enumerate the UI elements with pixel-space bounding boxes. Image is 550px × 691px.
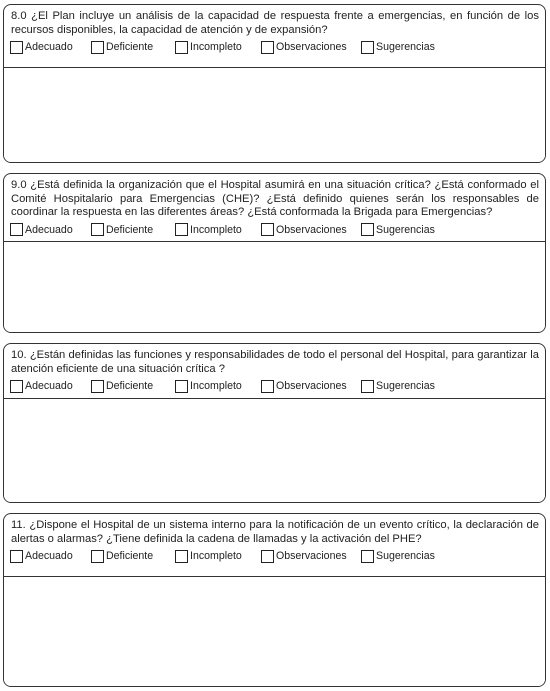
answer-area[interactable]	[4, 576, 545, 686]
question-9-text: 9.0 ¿Está definida la organización que el Hospital asumirá en una situación crítica? ¿Está conformado el Comité Hospitalario para Emergencias (CHE)? ¿Está definido quienes serán los responsables de coordinar la respuesta en las diferentes áreas? ¿Está conformada la Brigada para Emergencias?	[11, 179, 539, 218]
option-observaciones[interactable]	[261, 223, 361, 236]
checkbox[interactable]	[10, 380, 23, 393]
option-sugerencias[interactable]	[361, 223, 435, 236]
option-observaciones[interactable]	[261, 380, 361, 393]
checkbox[interactable]	[91, 223, 104, 236]
checkbox[interactable]	[91, 380, 104, 393]
option-adecuado[interactable]	[10, 41, 91, 54]
option-deficiente[interactable]	[91, 380, 175, 393]
checkbox[interactable]	[261, 380, 274, 393]
rating-options	[4, 39, 545, 55]
option-label: Adecuado	[25, 550, 73, 562]
question-10-text: 10. ¿Están definidas las funciones y responsabilidades de todo el personal del Hospital, para garantizar la atención eficiente de una situación crítica ?	[11, 349, 539, 375]
option-label: Sugerencias	[376, 380, 435, 392]
option-label: Sugerencias	[376, 550, 435, 562]
option-label: Adecuado	[25, 41, 73, 53]
question-card-11	[3, 513, 546, 687]
option-label: Sugerencias	[376, 41, 435, 53]
checkbox[interactable]	[10, 550, 23, 563]
checkbox[interactable]	[261, 550, 274, 563]
checkbox[interactable]	[175, 41, 188, 54]
answer-area[interactable]	[4, 398, 545, 502]
question-card-10	[3, 343, 546, 503]
option-observaciones[interactable]	[261, 41, 361, 54]
checkbox[interactable]	[361, 223, 374, 236]
option-incompleto[interactable]	[175, 380, 261, 393]
checkbox[interactable]	[361, 41, 374, 54]
option-label: Incompleto	[190, 550, 242, 562]
option-label: Incompleto	[190, 223, 242, 236]
checkbox[interactable]	[175, 223, 188, 236]
option-deficiente[interactable]	[91, 41, 175, 54]
option-adecuado[interactable]	[10, 550, 91, 563]
rating-options	[4, 222, 545, 238]
checkbox[interactable]	[261, 223, 274, 236]
option-label: Deficiente	[106, 223, 154, 236]
question-11-text: 11. ¿Dispone el Hospital de un sistema interno para la notificación de un evento crítico, la declaración de alertas o alarmas? ¿Tiene definida la cadena de llamadas y la activación del PHE?	[11, 519, 539, 545]
option-label: Observaciones	[276, 380, 347, 392]
checkbox[interactable]	[175, 550, 188, 563]
rating-options	[4, 548, 545, 564]
option-label: Sugerencias	[376, 223, 435, 236]
question-card-8	[3, 4, 546, 163]
option-incompleto[interactable]	[175, 550, 261, 563]
option-adecuado[interactable]	[10, 223, 91, 236]
option-observaciones[interactable]	[261, 550, 361, 563]
option-label: Deficiente	[106, 41, 154, 53]
checkbox[interactable]	[361, 380, 374, 393]
answer-area[interactable]	[4, 67, 545, 162]
option-label: Observaciones	[276, 41, 347, 53]
checkbox[interactable]	[10, 223, 23, 236]
option-adecuado[interactable]	[10, 380, 91, 393]
option-label: Deficiente	[106, 380, 154, 392]
option-sugerencias[interactable]	[361, 41, 435, 54]
question-card-9	[3, 173, 546, 333]
checkbox[interactable]	[261, 41, 274, 54]
option-label: Adecuado	[25, 380, 73, 392]
option-label: Incompleto	[190, 41, 242, 53]
checkbox[interactable]	[175, 380, 188, 393]
option-label: Adecuado	[25, 223, 73, 236]
rating-options	[4, 378, 545, 394]
option-sugerencias[interactable]	[361, 550, 435, 563]
checkbox[interactable]	[10, 41, 23, 54]
option-label: Observaciones	[276, 223, 347, 236]
answer-area[interactable]	[4, 241, 545, 332]
question-8-text: 8.0 ¿El Plan incluye un análisis de la capacidad de respuesta frente a emergencias, en función de los recursos disponibles, la capacidad de atención y de expansión?	[11, 10, 539, 36]
option-label: Incompleto	[190, 380, 242, 392]
option-label: Observaciones	[276, 550, 347, 562]
option-incompleto[interactable]	[175, 223, 261, 236]
checkbox[interactable]	[361, 550, 374, 563]
checkbox[interactable]	[91, 41, 104, 54]
option-label: Deficiente	[106, 550, 154, 562]
checkbox[interactable]	[91, 550, 104, 563]
option-deficiente[interactable]	[91, 550, 175, 563]
option-deficiente[interactable]	[91, 223, 175, 236]
option-incompleto[interactable]	[175, 41, 261, 54]
option-sugerencias[interactable]	[361, 380, 435, 393]
